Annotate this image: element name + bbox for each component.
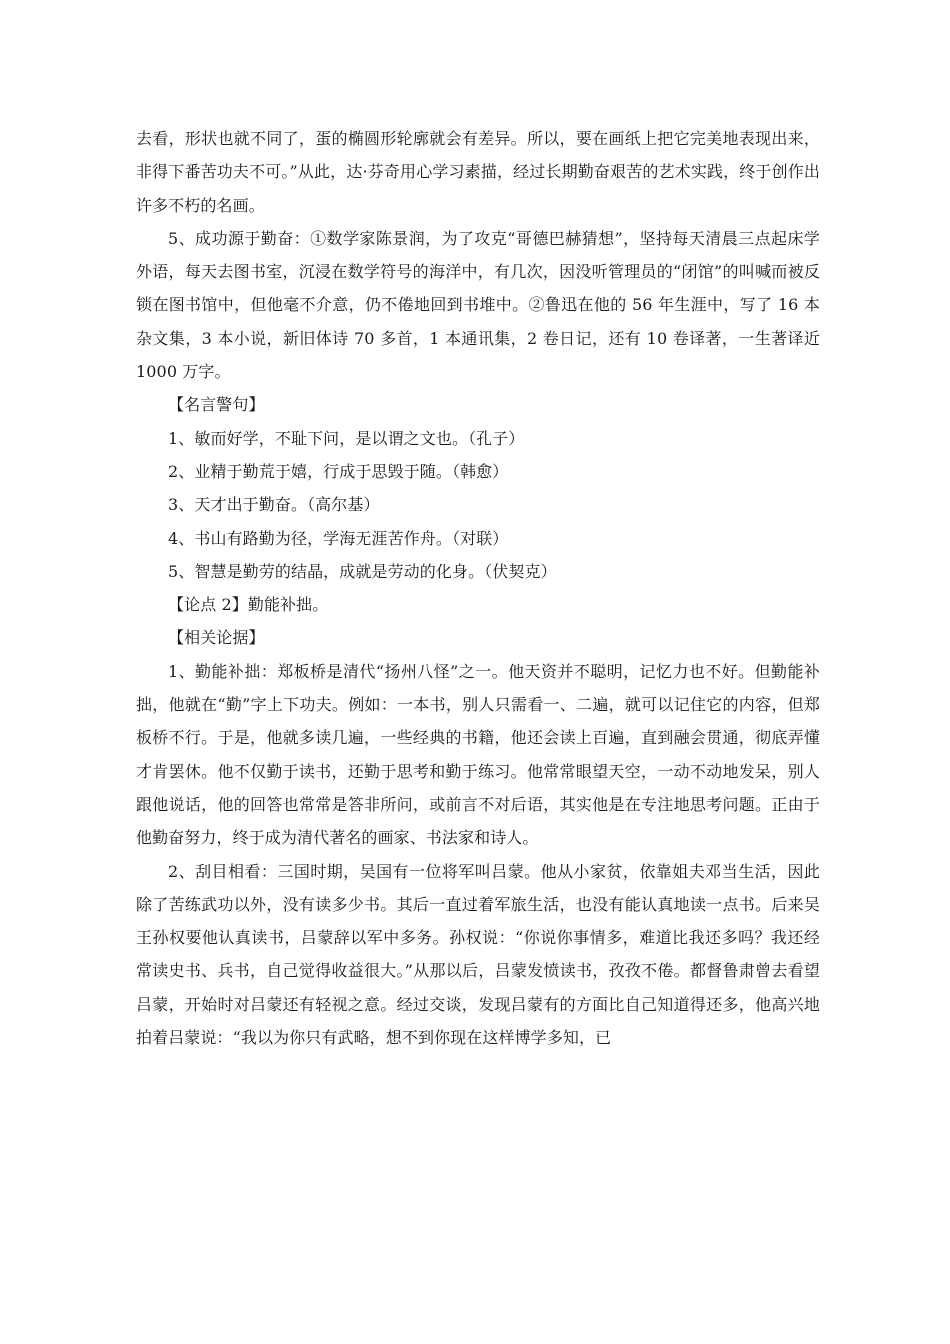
paragraph-zheng-banqiao: 1、勤能补拙：郑板桥是清代“扬州八怪”之一。他天资并不聪明，记忆力也不好。但勤能补拙，他就在“勤”字上下功夫。例如：一本书，别人只需看一、二遍，就可以记住它的内容，但郑板桥不行。于是，他就多读几遍，一些经典的书籍，他还会读上百遍，直到融会贯通，彻底弄懂才肯罢休。他不仅勤于读书，还勤于思考和勤于练习。他常常眼望天空，一动不动地发呆，别人跟他说话，他的回答也常常是答非所问，或前言不对后语，其实他是在专注地思考问题。正由于他勤奋努力，终于成为清代著名的画家、书法家和诗人。: [136, 661, 820, 848]
section-heading-quotes: 【名言警句】: [168, 395, 265, 415]
paragraph-chen-jingrun-lu-xun: 5、成功源于勤奋：①数学家陈景润，为了攻克“哥德巴赫猜想”，坚持每天清晨三点起床学外语，每天去图书室，沉浸在数学符号的海洋中，有几次，因没听管理员的“闭馆”的叫喊而被反锁在图书馆中，但他毫不介意，仍不倦地回到书堆中。②鲁迅在他的 56 年生涯中，写了 16 本杂文集，3 本小说，新旧体诗 70 多首，1 本通讯集，2 卷日记，还有 10 卷译著，一生著译近 1000 万字。: [136, 228, 820, 382]
paragraph-lu-meng: 2、刮目相看：三国时期，吴国有一位将军叫吕蒙。他从小家贫，依靠姐夫邓当生活，因此除了苦练武功以外，没有读多少书。其后一直过着军旅生活，也没有能认真地读一点书。后来吴王孙权要他认真读书，吕蒙辞以军中多务。孙权说：“你说你事情多，难道比我还多吗？我还经常读史书、兵书，自己觉得收益很大。”从那以后，吕蒙发愤读书，孜孜不倦。都督鲁肃曾去看望吕蒙，开始时对吕蒙还有轻视之意。经过交谈，发现吕蒙有的方面比自己知道得还多，他高兴地拍着吕蒙说：“我以为你只有武略，想不到你现在这样博学多知，已: [136, 861, 820, 1048]
paragraph-continuation: 去看，形状也就不同了，蛋的椭圆形轮廓就会有差异。所以，要在画纸上把它完美地表现出来，非得下番苦功夫不可。”从此，达·芬奇用心学习素描，经过长期勤奋艰苦的艺术实践，终于创作出许多不朽的名画。: [136, 129, 820, 215]
quote-item-3: 3、天才出于勤奋。（高尔基）: [168, 495, 380, 515]
section-heading-argument-2: 【论点 2】勤能补拙。: [168, 595, 329, 615]
quote-item-2: 2、业精于勤荒于嬉，行成于思毁于随。（韩愈）: [168, 461, 509, 481]
quote-item-1: 1、敏而好学，不耻下问，是以谓之文也。（孔子）: [168, 428, 525, 448]
quote-item-5: 5、智慧是勤劳的结晶，成就是劳动的化身。（伏契克）: [168, 561, 557, 581]
section-heading-evidence: 【相关论据】: [168, 628, 265, 648]
quote-item-4: 4、书山有路勤为径，学海无涯苦作舟。（对联）: [168, 528, 509, 548]
